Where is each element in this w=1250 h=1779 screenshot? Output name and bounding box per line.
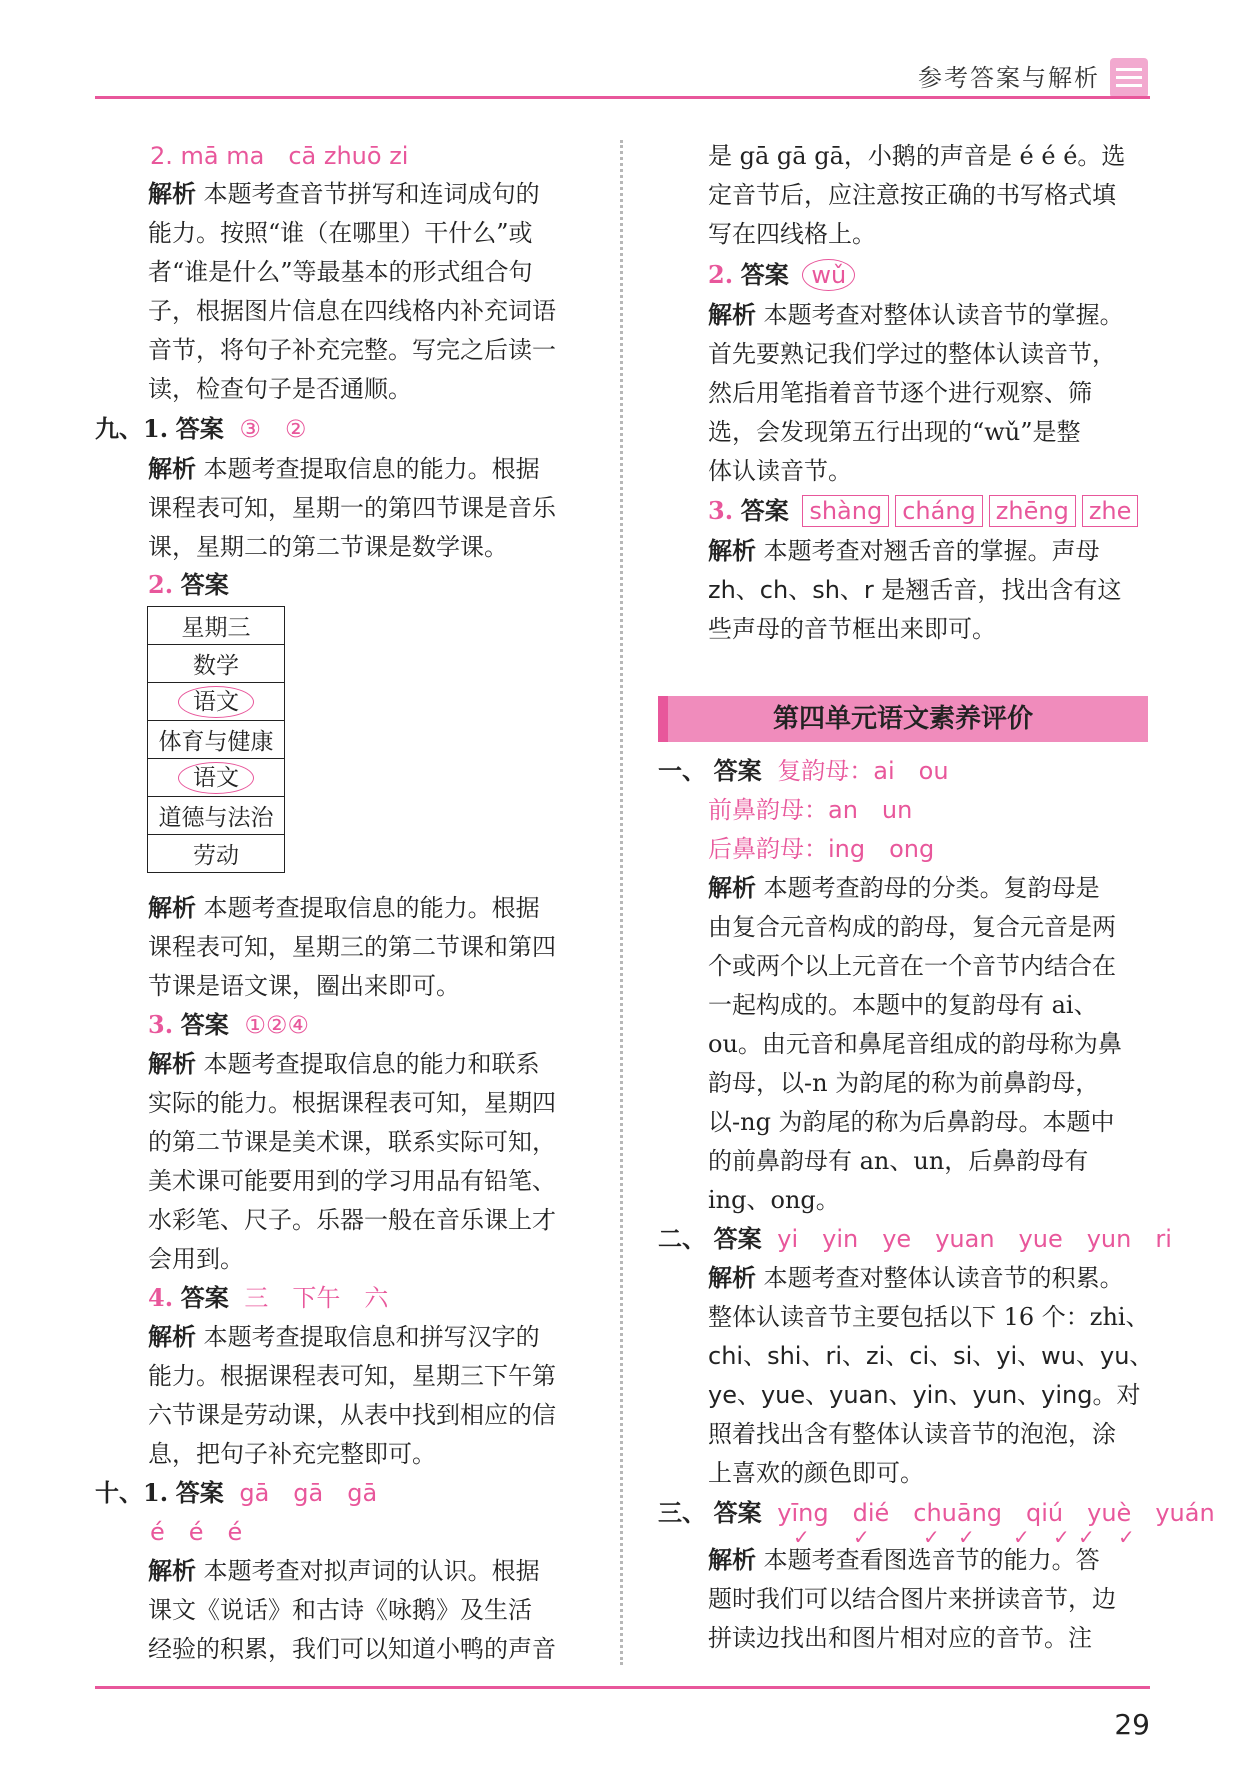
column-divider <box>620 140 623 1665</box>
text-line: 定音节后，应注意按正确的书写格式填 <box>708 181 1116 209</box>
text-line: 一起构成的。本题中的复韵母有 ai、 <box>708 991 1098 1019</box>
text-line: 息，把句子补充完整即可。 <box>148 1440 436 1468</box>
text-line: 课文《说话》和古诗《咏鹅》及生活 <box>148 1596 532 1624</box>
text-line: 题时我们可以结合图片来拼读音节，边 <box>708 1585 1116 1613</box>
left-column-lower <box>95 0 615 1680</box>
text-line: 拼读边找出和图片相对应的音节。注 <box>708 1624 1092 1652</box>
text-line: 实际的能力。根据课程表可知，星期四 <box>148 1089 556 1117</box>
table-cell: 数学 <box>148 645 285 683</box>
answer-line: 九、1. 答案 ③ ② <box>95 414 307 443</box>
table-cell: 劳动 <box>148 835 285 873</box>
answer-line: 4. 答案 三 下午 六 <box>148 1283 389 1312</box>
section-title: 第四单元语文素养评价 <box>658 696 1148 742</box>
text-line: 由复合元音构成的韵母，复合元音是两 <box>708 913 1116 941</box>
analysis-line: 解析 本题考查韵母的分类。复韵母是 <box>708 873 1100 902</box>
table-cell: 星期三 <box>148 607 285 645</box>
check-mark-icon: ✓ <box>923 1525 940 1549</box>
text-line: ing、ong。 <box>708 1186 840 1214</box>
header-title: 参考答案与解析 <box>918 64 1100 92</box>
text-line: 能力。按照“谁（在哪里）干什么”或 <box>148 219 533 247</box>
text-line: 的前鼻韵母有 an、un，后鼻韵母有 <box>708 1147 1089 1175</box>
text-line: 读，检查句子是否通顺。 <box>148 375 412 403</box>
text-line: 课程表可知，星期三的第二节课和第四 <box>148 933 556 961</box>
table-cell: 语文 <box>148 759 285 797</box>
text-line: 是 gā gā gā，小鹅的声音是 é é é。选 <box>708 142 1126 170</box>
text-line: 水彩笔、尺子。乐器一般在音乐课上才 <box>148 1206 556 1234</box>
text-line: zh、ch、sh、r 是翘舌音，找出含有这 <box>708 576 1122 604</box>
text-line: 课，星期二的第二节课是数学课。 <box>148 533 508 561</box>
table-cell: 道德与法治 <box>148 797 285 835</box>
text-line: 能力。根据课程表可知，星期三下午第 <box>148 1362 556 1390</box>
footer-rule <box>95 1686 1150 1689</box>
check-mark-icon: ✓ <box>958 1525 975 1549</box>
text-line: 音节，将句子补充完整。写完之后读一 <box>148 336 556 364</box>
answer-line: 2. 答案 wǔ <box>708 256 855 294</box>
answer-line: 3. 答案 shàng cháng zhēng zhe <box>708 492 1144 530</box>
check-mark-icon: ✓ <box>1013 1525 1030 1549</box>
answer-line: 3. 答案 ①②④ <box>148 1010 309 1039</box>
text-line: 上喜欢的颜色即可。 <box>708 1459 924 1487</box>
text-line: 整体认读音节主要包括以下 16 个：zhi、 <box>708 1303 1150 1331</box>
text-line: 者“谁是什么”等最基本的形式组合句 <box>148 258 533 286</box>
text-line: 韵母，以-n 为韵尾的称为前鼻韵母， <box>708 1069 1100 1097</box>
text-line: ou。由元音和鼻尾音组成的韵母称为鼻 <box>708 1030 1122 1058</box>
text-line: 以-ng 为韵尾的称为后鼻韵母。本题中 <box>708 1108 1115 1136</box>
analysis-line: 解析 本题考查看图选音节的能力。答 <box>708 1545 1100 1574</box>
text-line: 节课是语文课，圈出来即可。 <box>148 972 460 1000</box>
text-line: 的第二节课是美术课，联系实际可知， <box>148 1128 556 1156</box>
analysis-line: 解析 本题考查音节拼写和连词成句的 <box>148 179 540 208</box>
check-mark-icon: ✓ <box>1053 1525 1070 1549</box>
text-line: 写在四线格上。 <box>708 220 876 248</box>
table-cell: 体育与健康 <box>148 721 285 759</box>
answer-line: 十、1. 答案 gā gā gā <box>95 1478 378 1507</box>
answer-line: 后鼻韵母：ing ong <box>708 835 935 863</box>
text-line: 美术课可能要用到的学习用品有铅笔、 <box>148 1167 556 1195</box>
right-column-lower <box>658 0 1215 1680</box>
analysis-line: 解析 本题考查提取信息和拼写汉字的 <box>148 1322 540 1351</box>
answer-line: 前鼻韵母：an un <box>708 796 913 824</box>
text-line: 课程表可知，星期一的第四节课是音乐 <box>148 494 556 522</box>
text-line: 首先要熟记我们学过的整体认读音节， <box>708 340 1116 368</box>
text-line: 个或两个以上元音在一个音节内结合在 <box>708 952 1116 980</box>
page-number: 29 <box>1114 1708 1150 1741</box>
answer-line: 二、 答案 yi yin ye yuan yue yun ri <box>658 1224 1172 1253</box>
analysis-line: 解析 本题考查对整体认读音节的积累。 <box>708 1263 1124 1292</box>
text-line: 经验的积累，我们可以知道小鸭的声音 <box>148 1635 556 1663</box>
check-mark-icon: ✓ <box>793 1525 810 1549</box>
analysis-line: 解析 本题考查提取信息的能力和联系 <box>148 1049 540 1078</box>
text-line: 六节课是劳动课，从表中找到相应的信 <box>148 1401 556 1429</box>
text-line: chi、shi、ri、zi、ci、si、yi、wu、yu、 <box>708 1342 1154 1370</box>
text-line: 选，会发现第五行出现的“wǔ”是整 <box>708 418 1081 446</box>
answer-line: é é é <box>150 1518 243 1546</box>
answer-line: 一、 答案 复韵母：ai ou <box>658 756 949 785</box>
check-mark-icon: ✓ <box>1078 1525 1095 1549</box>
text-line: 然后用笔指着音节逐个进行观察、筛 <box>708 379 1092 407</box>
text-line: 体认读音节。 <box>708 457 852 485</box>
table-cell: 语文 <box>148 683 285 721</box>
answer-line: 三、 答案 yīng dié chuāng qiú yuè yuán ✓ ✓ ✓ ✓ ✓ ✓ ✓ ✓ <box>658 1494 1215 1538</box>
analysis-line: 解析 本题考查提取信息的能力。根据 <box>148 454 540 483</box>
text-line: ye、yue、yuan、yin、yun、ying。对 <box>708 1381 1141 1409</box>
check-mark-icon: ✓ <box>853 1525 870 1549</box>
answer-line: 2. 答案 <box>148 570 229 599</box>
analysis-line: 解析 本题考查对翘舌音的掌握。声母 <box>708 536 1100 565</box>
analysis-line: 解析 本题考查对拟声词的认识。根据 <box>148 1556 540 1585</box>
text-line: 会用到。 <box>148 1245 244 1273</box>
analysis-line: 解析 本题考查提取信息的能力。根据 <box>148 893 540 922</box>
answer-line: 2. mā ma cā zhuō zi <box>150 142 409 170</box>
text-line: 子，根据图片信息在四线格内补充词语 <box>148 297 556 325</box>
analysis-line: 解析 本题考查对整体认读音节的掌握。 <box>708 300 1124 329</box>
check-mark-icon: ✓ <box>1118 1525 1135 1549</box>
text-line: 些声母的音节框出来即可。 <box>708 615 996 643</box>
text-line: 照着找出含有整体认读音节的泡泡，涂 <box>708 1420 1116 1448</box>
